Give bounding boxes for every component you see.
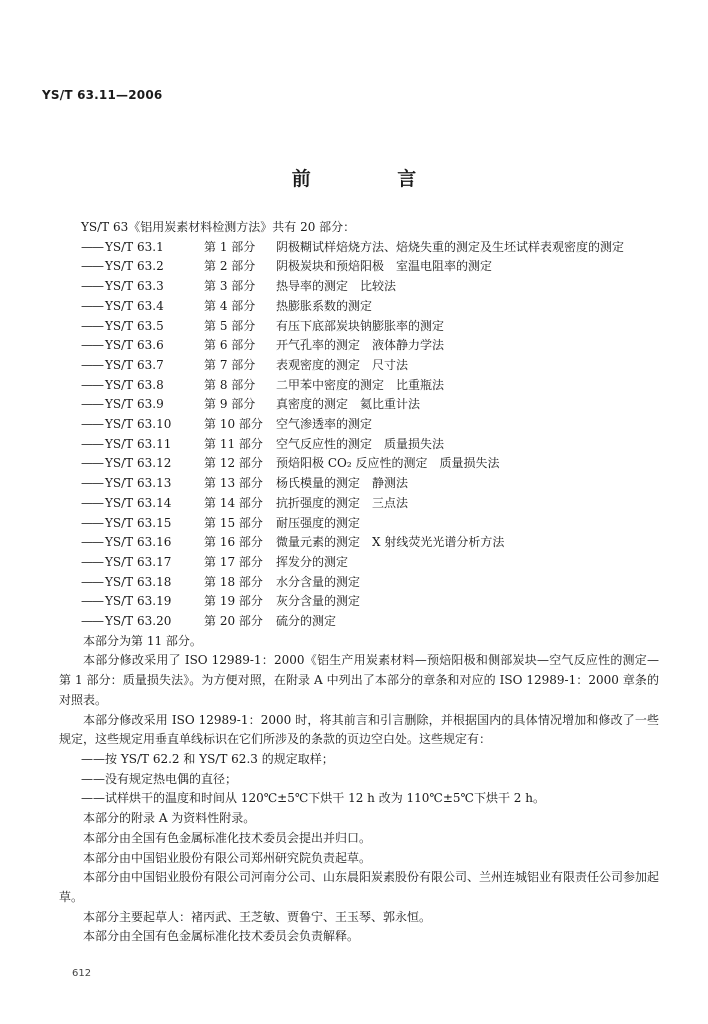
part-number: 第 4 部分: [204, 298, 256, 313]
list-item: [59, 435, 659, 455]
proposed-paragraph: 本部分由全国有色金属标准化技术委员会提出并归口。: [83, 830, 372, 845]
list-item: ——没有规定热电偶的直径；: [81, 771, 238, 786]
part-title: 真密度的测定 氦比重计法: [276, 397, 421, 412]
part-title: 阴极炭块和预焙阳极 室温电阻率的测定: [276, 259, 493, 274]
parts-list: [59, 238, 659, 632]
modification-rules-list: [59, 750, 659, 809]
list-item: [59, 514, 659, 534]
part-title: 空气反应性的测定 质量损失法: [276, 436, 445, 451]
part-dash: ——: [81, 279, 103, 294]
part-dash: ——: [81, 318, 103, 333]
part-title: 预焙阳极 CO₂ 反应性的测定 质量损失法: [276, 456, 500, 471]
part-number: 第 9 部分: [204, 397, 256, 412]
part-code: YS/T 63.10: [105, 417, 172, 432]
part-code: YS/T 63.16: [105, 535, 172, 550]
drafters-paragraph: 本部分主要起草人：褚丙武、王芝敏、贾鲁宁、王玉琴、郭永恒。: [83, 909, 432, 924]
part-dash: ——: [81, 417, 103, 432]
part-code: YS/T 63.13: [105, 476, 172, 491]
part-title: 阴极糊试样焙烧方法、焙烧失重的测定及生坯试样表观密度的测定: [276, 239, 625, 254]
part-dash: ——: [81, 515, 103, 530]
part-code: YS/T 63.17: [105, 554, 172, 569]
part-title: 硫分的测定: [276, 614, 337, 629]
part-code: YS/T 63.8: [105, 377, 164, 392]
list-item: [59, 474, 659, 494]
part-code: YS/T 63.12: [105, 456, 172, 471]
page-title: 前 言: [291, 168, 457, 190]
list-item: [59, 494, 659, 514]
list-item: [59, 553, 659, 573]
list-item: [59, 395, 659, 415]
part-number: 第 18 部分: [204, 574, 263, 589]
part-dash: ——: [81, 456, 103, 471]
part-code: YS/T 63.9: [105, 397, 164, 412]
part-code: YS/T 63.15: [105, 515, 172, 530]
part-dash: ——: [81, 535, 103, 550]
part-number: 第 1 部分: [204, 239, 256, 254]
part-code: YS/T 63.1: [105, 239, 164, 254]
part-title: 表观密度的测定 尺寸法: [276, 357, 409, 372]
part-code: YS/T 63.11: [105, 436, 172, 451]
part-title: 杨氏模量的测定 静测法: [276, 476, 409, 491]
part-code: YS/T 63.5: [105, 318, 164, 333]
part-code: YS/T 63.19: [105, 594, 172, 609]
part-number: 第 8 部分: [204, 377, 256, 392]
part-title: 抗折强度的测定 三点法: [276, 495, 409, 510]
interpretation-paragraph: 本部分由全国有色金属标准化技术委员会负责解释。: [83, 929, 360, 944]
part-code: YS/T 63.2: [105, 259, 164, 274]
annex-paragraph: 本部分的附录 A 为资料性附录。: [83, 811, 256, 826]
part-title: 空气渗透率的测定: [276, 417, 373, 432]
part-dash: ——: [81, 614, 103, 629]
list-item: [59, 277, 659, 297]
part-title: 开气孔率的测定 液体静力学法: [276, 338, 445, 353]
page-number: 612: [72, 968, 92, 979]
foreword-body: [59, 218, 659, 947]
part-dash: ——: [81, 436, 103, 451]
part-code: YS/T 63.7: [105, 357, 164, 372]
list-item: [59, 533, 659, 553]
list-item: [59, 238, 659, 258]
part-title: 耐压强度的测定: [276, 515, 361, 530]
part-code: YS/T 63.3: [105, 279, 164, 294]
part-dash: ——: [81, 298, 103, 313]
part-number: 第 19 部分: [204, 594, 263, 609]
part-number: 第 2 部分: [204, 259, 256, 274]
part-code: YS/T 63.20: [105, 614, 172, 629]
drafted-by-paragraph: 本部分由中国铝业股份有限公司郑州研究院负责起草。: [83, 850, 372, 865]
part-title: 微量元素的测定 X 射线荧光光谱分析方法: [276, 535, 505, 550]
part-title: 挥发分的测定: [276, 554, 349, 569]
part-number: 第 7 部分: [204, 357, 256, 372]
adoption-paragraph: 本部分修改采用了 ISO 12989-1：2000《铝生产用炭素材料—预焙阳极和侧部炭块—空气反应性的测定—第 1 部分：质量损失法》。为方便对照，在附录 A 中列出了本部分的章条和对应的 ISO 12989-1：2000 章条的对照表。: [59, 653, 659, 707]
list-item: [59, 297, 659, 317]
list-item: ——按 YS/T 62.2 和 YS/T 62.3 的规定取样；: [81, 751, 334, 766]
list-item: [59, 573, 659, 593]
part-dash: ——: [81, 239, 103, 254]
part-title: 热导率的测定 比较法: [276, 279, 397, 294]
this-part-paragraph: 本部分为第 11 部分。: [83, 633, 202, 648]
modifications-paragraph: 本部分修改采用 ISO 12989-1：2000 时，将其前言和引言删除，并根据国内的具体情况增加和修改了一些规定，这些规定用垂直单线标识在它们所涉及的条款的页边空白处。这些规定有：: [59, 712, 659, 747]
part-dash: ——: [81, 259, 103, 274]
part-number: 第 14 部分: [204, 495, 263, 510]
part-dash: ——: [81, 397, 103, 412]
part-title: 热膨胀系数的测定: [276, 298, 373, 313]
part-number: 第 17 部分: [204, 554, 263, 569]
standard-code: YS/T 63.11—2006: [42, 88, 163, 102]
part-number: 第 11 部分: [204, 436, 263, 451]
participants-paragraph: 本部分由中国铝业股份有限公司河南分公司、山东晨阳炭素股份有限公司、兰州连城铝业有限责任公司参加起草。: [59, 870, 660, 904]
part-number: 第 16 部分: [204, 535, 263, 550]
part-title: 灰分含量的测定: [276, 594, 361, 609]
list-item: [59, 415, 659, 435]
part-number: 第 20 部分: [204, 614, 263, 629]
part-dash: ——: [81, 495, 103, 510]
part-number: 第 13 部分: [204, 476, 263, 491]
list-item: ——试样烘干的温度和时间从 120℃±5℃下烘干 12 h 改为 110℃±5℃下烘干 2 h。: [81, 791, 545, 806]
intro-paragraph: YS/T 63《铝用炭素材料检测方法》共有 20 部分：: [81, 220, 356, 234]
list-item: [59, 376, 659, 396]
part-title: 有压下底部炭块钠膨胀率的测定: [276, 318, 445, 333]
part-dash: ——: [81, 357, 103, 372]
part-number: 第 6 部分: [204, 338, 256, 353]
part-number: 第 5 部分: [204, 318, 256, 333]
list-item: [59, 257, 659, 277]
part-title: 水分含量的测定: [276, 574, 361, 589]
part-dash: ——: [81, 377, 103, 392]
part-dash: ——: [81, 594, 103, 609]
part-title: 二甲苯中密度的测定 比重瓶法: [276, 377, 445, 392]
list-item: [59, 317, 659, 337]
part-number: 第 12 部分: [204, 456, 263, 471]
part-dash: ——: [81, 476, 103, 491]
list-item: [59, 592, 659, 612]
list-item: [59, 612, 659, 632]
part-number: 第 15 部分: [204, 515, 263, 530]
list-item: [59, 356, 659, 376]
part-code: YS/T 63.18: [105, 574, 172, 589]
part-number: 第 10 部分: [204, 417, 263, 432]
part-code: YS/T 63.6: [105, 338, 164, 353]
part-dash: ——: [81, 338, 103, 353]
part-dash: ——: [81, 554, 103, 569]
part-code: YS/T 63.14: [105, 495, 172, 510]
list-item: [59, 336, 659, 356]
part-dash: ——: [81, 574, 103, 589]
part-code: YS/T 63.4: [105, 298, 164, 313]
part-number: 第 3 部分: [204, 279, 256, 294]
list-item: [59, 454, 659, 474]
